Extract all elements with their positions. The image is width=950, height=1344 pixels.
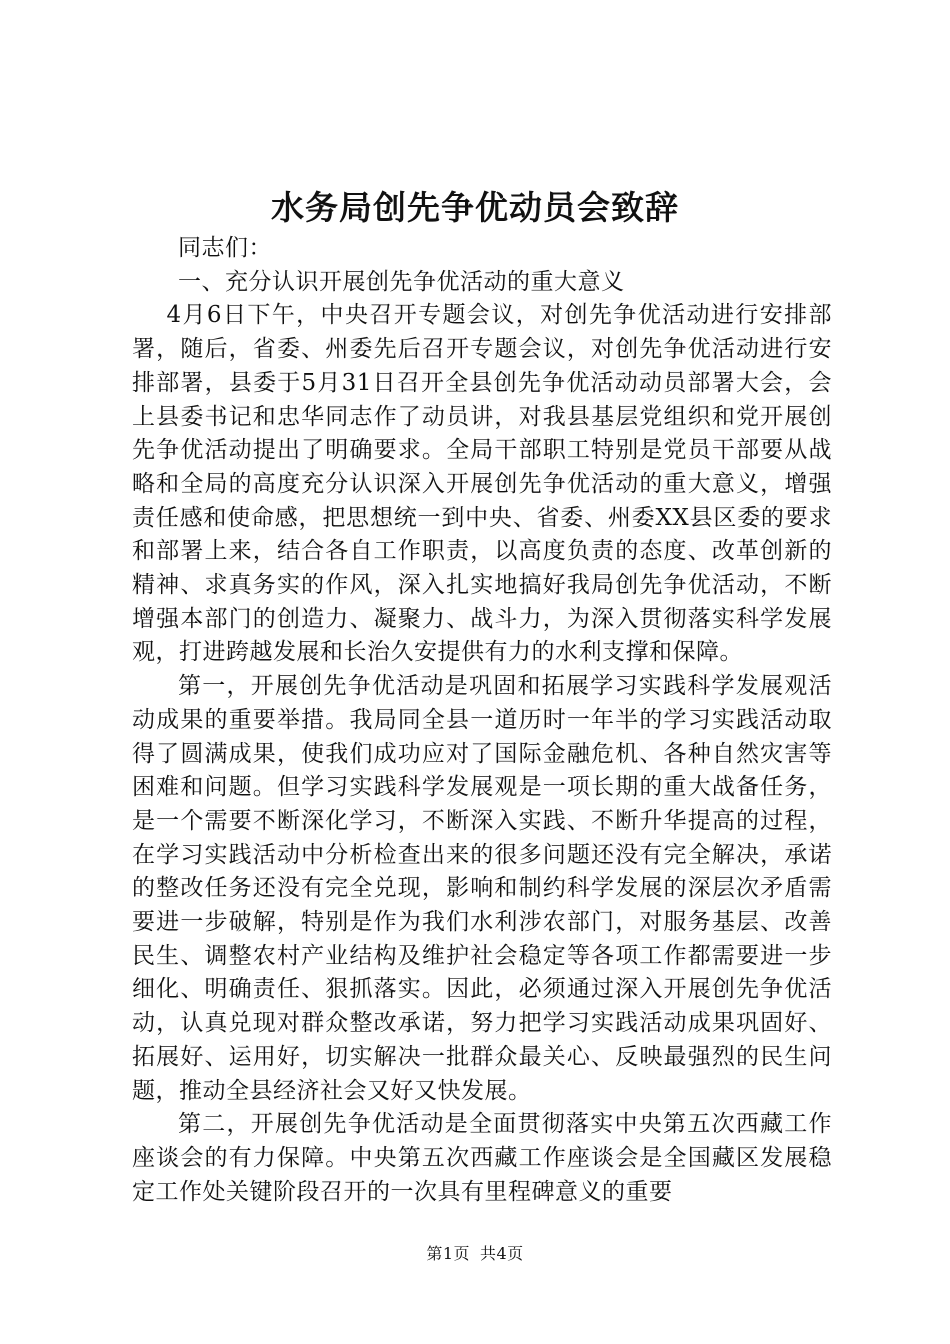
section-heading: 一、充分认识开展创先争优活动的重大意义	[178, 268, 625, 295]
page-total: 共4页	[480, 1244, 524, 1263]
paragraph: 4月6日下午，中央召开专题会议，对创先争优活动进行安排部署，随后，省委、州委先后召开专题会议，对创先争优活动进行安排部署，县委于5月31日召开全县创先争优活动动员部署大会，会上县委书记和忠华同志作了动员讲，对我县基层党组织和党开展创先争优活动提出了明确要求。全局干部职工特别是党员干部要从战略和全局的高度充分认识深入开展创先争优活动的重大意义，增强责任感和使命感，把思想统一到中央、省委、州委XX县区委的要求和部署上来，结合各自工作职责，以高度负责的态度、改革创新的精神、求真务实的作风，深入扎实地搞好我局创先争优活动，不断增强本部门的创造力、凝聚力、战斗力，为深入贯彻落实科学发展观，打进跨越发展和长治久安提供有力的水利支撑和保障。	[132, 302, 832, 666]
page-number: 第1页	[426, 1244, 470, 1263]
salutation: 同志们：	[178, 235, 272, 261]
paragraph: 第一，开展创先争优活动是巩固和拓展学习实践科学发展观活动成果的重要举措。我局同全县一道历时一年半的学习实践活动取得了圆满成果，使我们成功应对了国际金融危机、各种自然灾害等困难和问题。但学习实践科学发展观是一项长期的重大战备任务，是一个需要不断深化学习，不断深入实践、不断升华提高的过程，在学习实践活动中分析检查出来的很多问题还没有完全解决，承诺的整改任务还没有完全兑现，影响和制约科学发展的深层次矛盾需要进一步破解，特别是作为我们水利涉农部门，对服务基层、改善民生、调整农村产业结构及维护社会稳定等各项工作都需要进一步细化、明确责任、狠抓落实。因此，必须通过深入开展创先争优活动，认真兑现对群众整改承诺，努力把学习实践活动成果巩固好、拓展好、运用好，切实解决一批群众最关心、反映最强烈的民生问题，推动全县经济社会又好又快发展。	[132, 673, 832, 1104]
page-footer	[0, 1243, 950, 1265]
paragraph: 第二，开展创先争优活动是全面贯彻落实中央第五次西藏工作座谈会的有力保障。中央第五次西藏工作座谈会是全国藏区发展稳定工作处关键阶段召开的一次具有里程碑意义的重要	[132, 1111, 832, 1205]
document-title: 水务局创先争优动员会致辞	[271, 188, 679, 227]
document-body	[132, 232, 832, 1209]
